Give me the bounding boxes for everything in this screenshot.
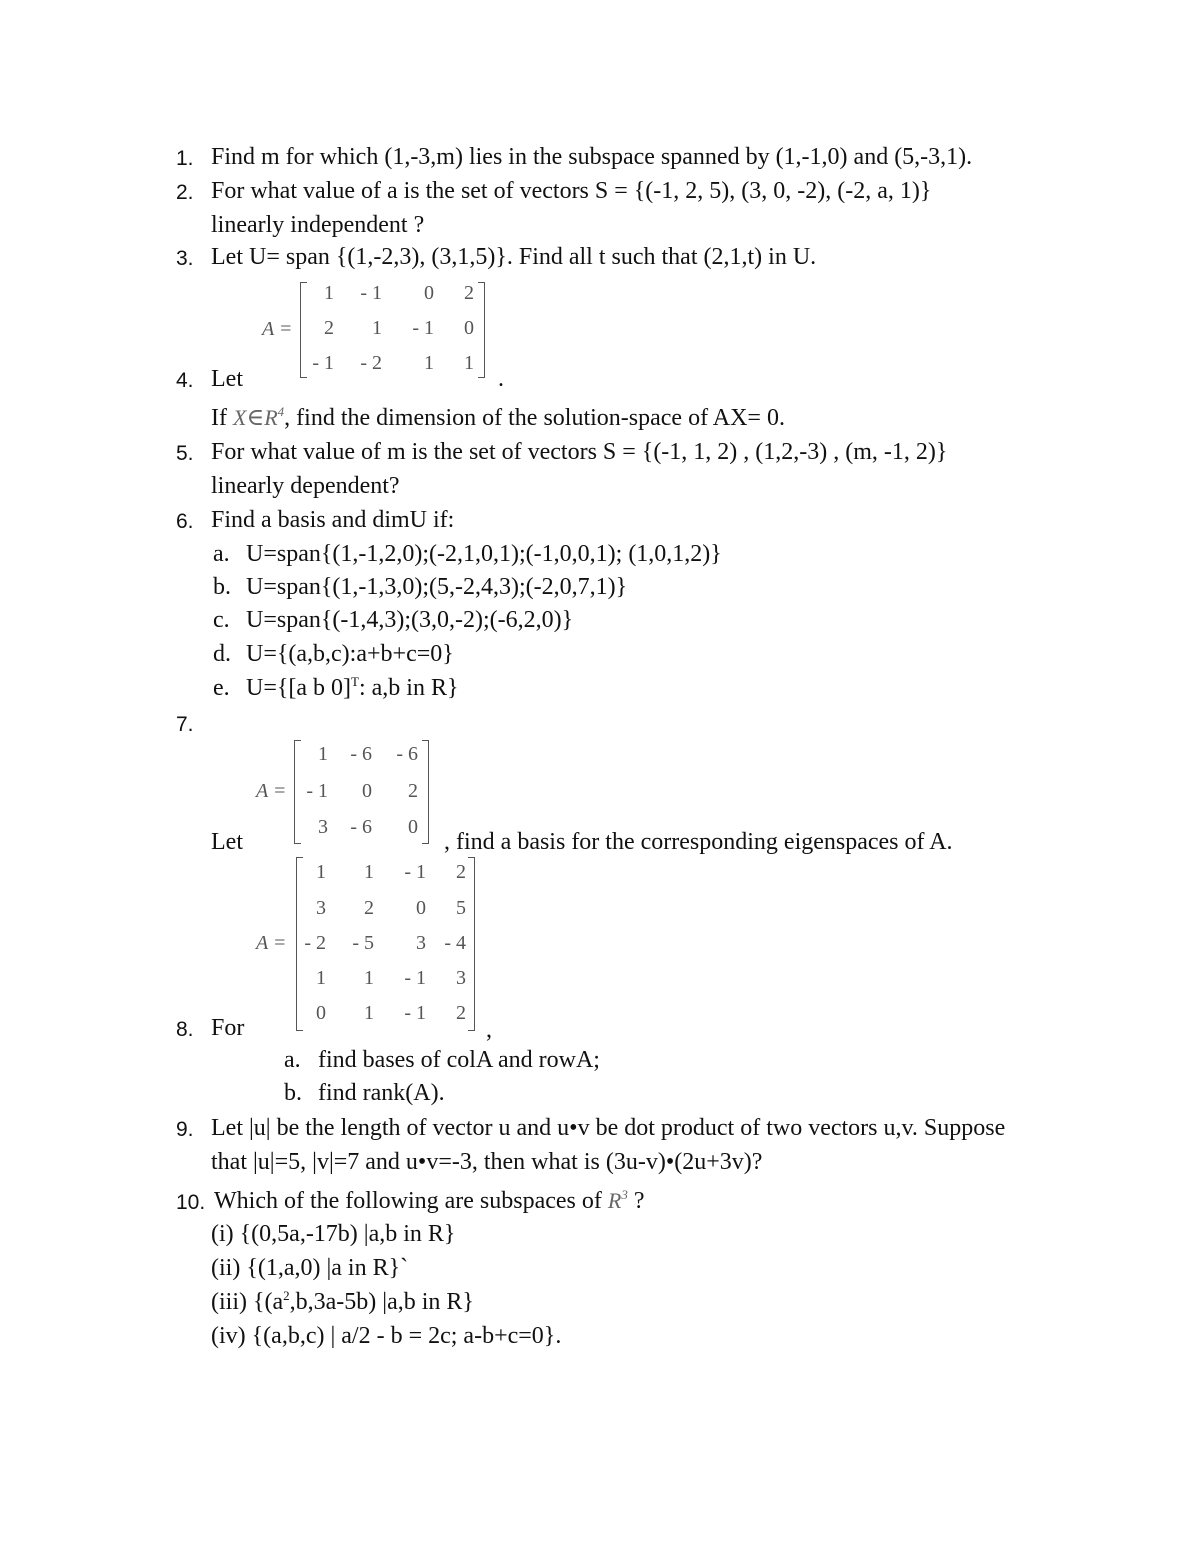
q6-item-label: a. <box>213 541 230 567</box>
matrix-cell: 5 <box>456 897 466 919</box>
q10-option: (iv) {(a,b,c) | a/2 - b = 2c; a-b+c=0}. <box>211 1323 562 1349</box>
matrix-cell: - 1 <box>412 317 434 339</box>
matrix-cell: - 6 <box>396 743 418 765</box>
q4-matrix <box>262 280 492 380</box>
q10-r-exponent: 3 <box>621 1187 628 1202</box>
matrix-cell: - 6 <box>350 743 372 765</box>
q4-condition <box>211 404 785 432</box>
matrix-cell: 1 <box>464 352 474 374</box>
q5-line2: linearly dependent? <box>211 473 400 499</box>
matrix-cell: 2 <box>364 897 374 919</box>
q8-for: For <box>211 1015 245 1041</box>
matrix-cell: - 5 <box>352 932 374 954</box>
matrix-cell: 0 <box>362 780 372 802</box>
matrix-cell: - 6 <box>350 816 372 838</box>
q10-option: (ii) {(1,a,0) |a in R}` <box>211 1255 409 1281</box>
matrix-cell: 3 <box>316 897 326 919</box>
q10-option <box>211 1288 474 1316</box>
matrix-cell: 1 <box>364 967 374 989</box>
matrix-cell: 1 <box>424 352 434 374</box>
q10-r-symbol: R <box>607 1188 622 1213</box>
q4-in-symbol: ∈ <box>246 405 265 431</box>
matrix-cell: - 1 <box>312 352 334 374</box>
q8-item-label: a. <box>284 1047 301 1073</box>
matrix-cell: 3 <box>416 932 426 954</box>
q9-line2: that |u|=5, |v|=7 and u•v=-3, then what is (3u-v)•(2u+3v)? <box>211 1149 763 1175</box>
q1-number: 1. <box>176 147 194 170</box>
q4-dot: . <box>498 366 504 392</box>
q8-comma: , <box>486 1017 492 1043</box>
q8-number: 8. <box>176 1018 194 1041</box>
q6-item-text <box>246 674 459 702</box>
q9-number: 9. <box>176 1118 194 1141</box>
q6-e-post: : a,b in R} <box>358 675 459 701</box>
q10-opt3-sup: 2 <box>283 1288 290 1303</box>
q6-item-text: U={(a,b,c):a+b+c=0} <box>246 641 454 667</box>
matrix-cell: - 2 <box>360 352 382 374</box>
matrix-cell: - 1 <box>360 282 382 304</box>
q4-right-bracket <box>478 282 485 378</box>
q10-opt3-post: ,b,3a-5b) |a,b in R} <box>289 1289 474 1315</box>
q4-number: 4. <box>176 369 194 392</box>
q10-text <box>214 1187 645 1215</box>
matrix-cell: 2 <box>456 861 466 883</box>
q10-number: 10. <box>176 1191 206 1214</box>
q4-let: Let <box>211 366 243 392</box>
q6-item-text: U=span{(1,-1,2,0);(-2,1,0,1);(-1,0,0,1); (1,0,1,2)} <box>246 541 722 567</box>
q7-let: Let <box>211 829 243 855</box>
q8-right-bracket <box>468 857 475 1031</box>
q7-rest: , find a basis for the corresponding eigenspaces of A. <box>444 829 953 855</box>
matrix-cell: 0 <box>416 897 426 919</box>
q7-matrix <box>256 738 446 848</box>
q4-rest: , find the dimension of the solution-space of AX= 0. <box>284 405 785 431</box>
q6-item-label: b. <box>213 574 231 600</box>
q4-if: If <box>211 405 227 431</box>
q10-qmark: ? <box>633 1188 645 1214</box>
matrix-cell: 2 <box>324 317 334 339</box>
q6-number: 6. <box>176 510 194 533</box>
q5-number: 5. <box>176 442 194 465</box>
matrix-cell: - 4 <box>444 932 466 954</box>
q8-item-label: b. <box>284 1080 302 1106</box>
matrix-cell: - 1 <box>404 967 426 989</box>
q6-e-pre: U={[a b 0] <box>246 675 352 701</box>
q8-matrix <box>256 853 496 1033</box>
matrix-cell: 1 <box>364 1002 374 1024</box>
q7-right-bracket <box>422 740 429 844</box>
q8-item-text: find bases of colA and rowA; <box>318 1047 600 1073</box>
q6-text: Find a basis and dimU if: <box>211 507 455 533</box>
q7-number: 7. <box>176 713 194 736</box>
q6-item-text: U=span{(-1,4,3);(3,0,-2);(-6,2,0)} <box>246 607 574 633</box>
q8-item-text: find rank(A). <box>318 1080 445 1106</box>
q2-line2: linearly independent ? <box>211 212 425 238</box>
matrix-cell: 3 <box>456 967 466 989</box>
q4-x-var: X <box>232 405 247 430</box>
matrix-cell: - 1 <box>404 861 426 883</box>
matrix-cell: 0 <box>464 317 474 339</box>
matrix-cell: 2 <box>464 282 474 304</box>
q9-line1: Let |u| be the length of vector u and u•v be dot product of two vectors u,v. Suppose <box>211 1115 1006 1141</box>
q10-opt3-pre: (iii) {(a <box>211 1289 284 1315</box>
q6-item-label: d. <box>213 641 231 667</box>
q2-line1: For what value of a is the set of vectors S = {(-1, 2, 5), (3, 0, -2), (-2, a, 1)} <box>211 178 932 204</box>
matrix-cell: 0 <box>408 816 418 838</box>
matrix-cell: 1 <box>316 861 326 883</box>
q10-option: (i) {(0,5a,-17b) |a,b in R} <box>211 1221 456 1247</box>
matrix-cell: 0 <box>424 282 434 304</box>
matrix-cell: - 1 <box>404 1002 426 1024</box>
matrix-cell: 1 <box>316 967 326 989</box>
matrix-cell: - 2 <box>304 932 326 954</box>
q2-number: 2. <box>176 181 194 204</box>
matrix-cell: 2 <box>456 1002 466 1024</box>
q6-item-label: c. <box>213 607 230 633</box>
q3-number: 3. <box>176 247 194 270</box>
matrix-cell: 1 <box>372 317 382 339</box>
q4-r-exponent: 4 <box>277 404 285 419</box>
q1-text: Find m for which (1,-3,m) lies in the subspace spanned by (1,-1,0) and (5,-3,1). <box>211 144 973 170</box>
matrix-cell: 2 <box>408 780 418 802</box>
q6-item-text: U=span{(1,-1,3,0);(5,-2,4,3);(-2,0,7,1)} <box>246 574 628 600</box>
q8-matrix-label: A = <box>256 932 287 954</box>
matrix-cell: 1 <box>364 861 374 883</box>
q4-matrix-label: A = <box>262 318 293 340</box>
matrix-cell: 3 <box>318 816 328 838</box>
q6-item-label: e. <box>213 675 230 701</box>
matrix-cell: 0 <box>316 1002 326 1024</box>
q3-text: Let U= span {(1,-2,3), (3,1,5)}. Find all t such that (2,1,t) in U. <box>211 244 817 270</box>
matrix-cell: 1 <box>324 282 334 304</box>
matrix-cell: - 1 <box>306 780 328 802</box>
q5-line1: For what value of m is the set of vectors S = {(-1, 1, 2) , (1,2,-3) , (m, -1, 2)} <box>211 439 948 465</box>
q10-question: Which of the following are subspaces of <box>214 1188 602 1214</box>
q4-r-symbol: R <box>264 405 278 430</box>
matrix-cell: 1 <box>318 743 328 765</box>
q6-e-sup: T <box>351 674 359 689</box>
q7-matrix-label: A = <box>256 780 287 802</box>
